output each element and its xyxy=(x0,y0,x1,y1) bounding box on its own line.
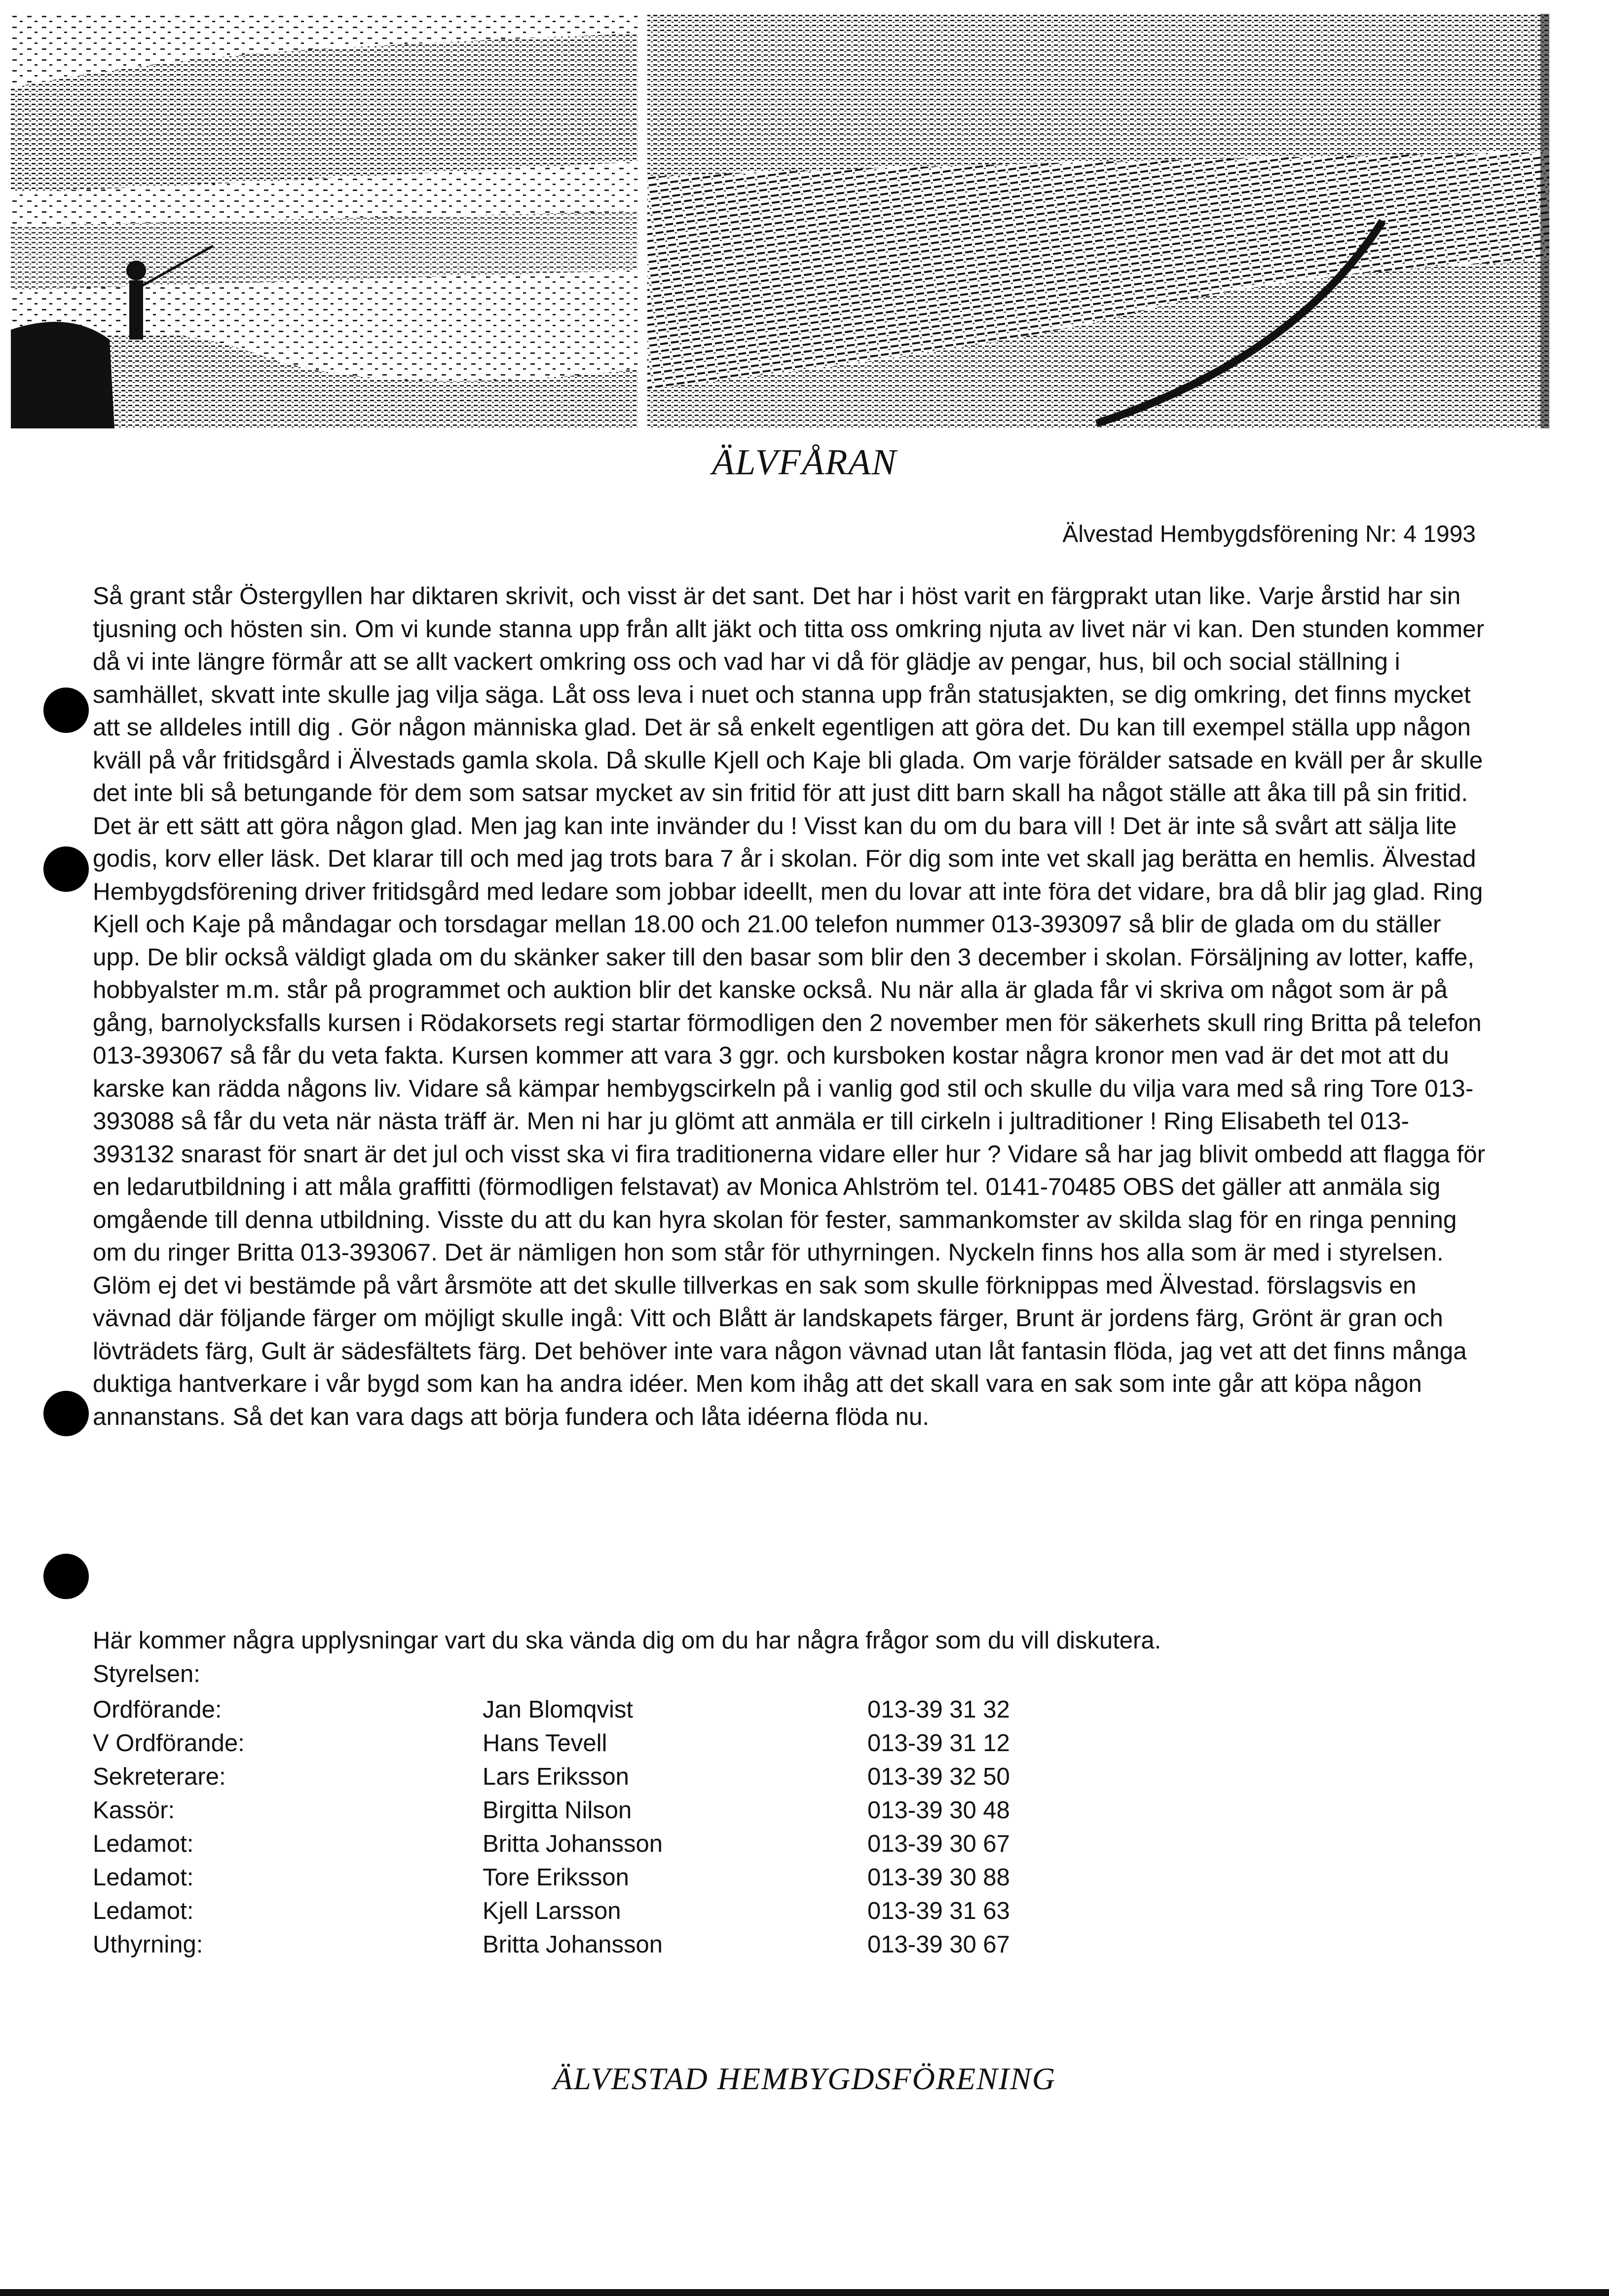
board-phone: 013-39 30 48 xyxy=(867,1797,1010,1824)
board-phone: 013-39 31 32 xyxy=(867,1696,1010,1723)
board-name: Birgitta Nilson xyxy=(483,1797,632,1824)
board-phone: 013-39 31 63 xyxy=(867,1898,1010,1924)
board-role: Sekreterare: xyxy=(93,1763,226,1790)
board-row xyxy=(93,1794,1010,1827)
board-role: V Ordförande: xyxy=(93,1730,245,1757)
punch-hole xyxy=(43,1391,89,1436)
contact-intro: Här kommer några upplysningar vart du ska vända dig om du har några frågor som du vill diskutera. xyxy=(93,1627,1161,1654)
board-phone: 013-39 30 88 xyxy=(867,1864,1010,1891)
board-role: Ordförande: xyxy=(93,1696,222,1723)
footer-title: ÄLVESTAD HEMBYGDSFÖRENING xyxy=(553,2061,1056,2096)
board-heading: Styrelsen: xyxy=(93,1661,200,1687)
board-row xyxy=(93,1894,1010,1928)
board-row xyxy=(93,1726,1010,1760)
punch-hole xyxy=(43,846,89,892)
board-role: Uthyrning: xyxy=(93,1931,203,1958)
article-body xyxy=(93,580,1489,1433)
punch-hole xyxy=(43,688,89,733)
board-row xyxy=(93,1827,1010,1861)
board-row xyxy=(93,1928,1010,1961)
board-role: Ledamot: xyxy=(93,1864,194,1891)
board-role: Ledamot: xyxy=(93,1831,194,1857)
board-phone: 013-39 30 67 xyxy=(867,1831,1010,1857)
issue-line: Älvestad Hembygdsförening Nr: 4 1993 xyxy=(1062,521,1476,547)
board-row xyxy=(93,1861,1010,1894)
board-role: Ledamot: xyxy=(93,1898,194,1924)
board-row xyxy=(93,1760,1010,1794)
board-phone: 013-39 30 67 xyxy=(867,1931,1010,1958)
board-table xyxy=(93,1693,1010,1961)
scan-edge-divider xyxy=(0,2289,1609,2296)
newsletter-title: ÄLVFÅRAN xyxy=(712,442,897,483)
board-name: Kjell Larsson xyxy=(483,1898,621,1924)
board-name: Lars Eriksson xyxy=(483,1763,629,1790)
article-paragraph: Så grant står Östergyllen har diktaren skrivit, och visst är det sant. Det har i höst varit en färgprakt utan like. Varje årstid har sin tjusning och hösten sin. Om vi kunde stanna upp från allt jäkt och titta oss omkring njuta av livet när vi kan. Den stunden kommer då vi inte längre förmår att se allt vackert omkring oss och vad har vi då för glädje av pengar, hus, bil och social ställning i samhället, skvatt inte skulle jag vilja säga. Låt oss leva i nuet och stanna upp från statusjakten, se dig omkring, det finns mycket att se alldeles intill dig . Gör någon människa glad. Det är så enkelt egentligen att göra det. Du kan till exempel ställa upp någon kväll på vår fritidsgård i Älvestads gamla skola. Då skulle Kjell och Kaje bli glada. Om varje förälder satsade en kväll per år skulle det inte bli så betungande för dem som satsar mycket av sin fritid för att just ditt barn skall ha något ställe att åka till på sin fritid. Det är ett sätt att göra någon glad. Men jag kan inte invänder du ! Visst kan du om du bara vill ! Det är inte så svårt att sälja lite godis, korv eller läsk. Det klarar till och med jag trots bara 7 år i skolan. För dig som inte vet skall jag berätta en hemlis. Älvestad Hembygdsförening driver fritidsgård med ledare som jobbar ideellt, men du lovar att inte föra det vidare, bra då blir jag glad. Ring Kjell och Kaje på måndagar och torsdagar mellan 18.00 och 21.00 telefon nummer 013-393097 så blir de glada om du ställer upp. De blir också väldigt glada om du skänker saker till den basar som blir den 3 december i skolan. Försäljning av lotter, kaffe, hobbyalster m.m. står på programmet och auktion blir det kanske också. Nu när alla är glada får vi skriva om något som är på gång, barnolycksfalls kursen i Rödakorsets regi startar förmodligen den 2 november men för säkerhets skull ring Britta på telefon 013-393067 så får du veta fakta. Kursen kommer att vara 3 ggr. och kursboken kostar några kronor men vad är det mot att du karske kan rädda någons liv. Vidare så kämpar hembygscirkeln på i vanlig god stil och skulle du vilja vara med så ring Tore 013-393088 så får du veta när nästa träff är. Men ni har ju glömt att anmäla er till cirkeln i jultraditioner ! Ring Elisabeth tel 013-393132 snarast för snart är det jul och visst ska vi fira traditionerna vidare eller hur ? Vidare så har jag blivit ombedd att flagga för en ledarutbildning i att måla graffitti (förmodligen felstavat) av Monica Ahlström tel. 0141-70485 OBS det gäller att anmäla sig omgående till denna utbildning. Visste du att du kan hyra skolan för fester, sammankomster av skilda slag för en ringa penning om du ringer Britta 013-393067. Det är nämligen hon som står för uthyrningen. Nyckeln finns hos alla som är med i styrelsen. xyxy=(93,582,1486,1266)
board-name: Tore Eriksson xyxy=(483,1864,629,1891)
board-row xyxy=(93,1693,1010,1726)
board-name: Hans Tevell xyxy=(483,1730,607,1757)
board-name: Britta Johansson xyxy=(483,1831,663,1857)
header-landscape-illustration xyxy=(11,14,1549,428)
board-name: Britta Johansson xyxy=(483,1931,663,1958)
punch-hole xyxy=(43,1554,89,1599)
board-name: Jan Blomqvist xyxy=(483,1696,634,1723)
board-phone: 013-39 31 12 xyxy=(867,1730,1010,1757)
board-phone: 013-39 32 50 xyxy=(867,1763,1010,1790)
board-role: Kassör: xyxy=(93,1797,175,1824)
article-paragraph: Glöm ej det vi bestämde på vårt årsmöte att det skulle tillverkas en sak som skulle förknippas med Älvestad. förslagsvis en vävnad där följande färger om möjligt skulle ingå: Vitt och Blått är landskapets färger, Brunt är jordens färg, Grönt är gran och lövträdets färg, Gult är sädesfältets färg. Det behöver inte vara någon vävnad utan låt fantasin flöda, jag vet att det finns många duktiga hantverkare i vår bygd som kan ha andra idéer. Men kom ihåg att det skall vara en sak som inte går att köpa någon annanstans. Så det kan vara dags att börja fundera och låta idéerna flöda nu. xyxy=(93,1271,1467,1430)
contact-info xyxy=(93,1624,1161,1691)
